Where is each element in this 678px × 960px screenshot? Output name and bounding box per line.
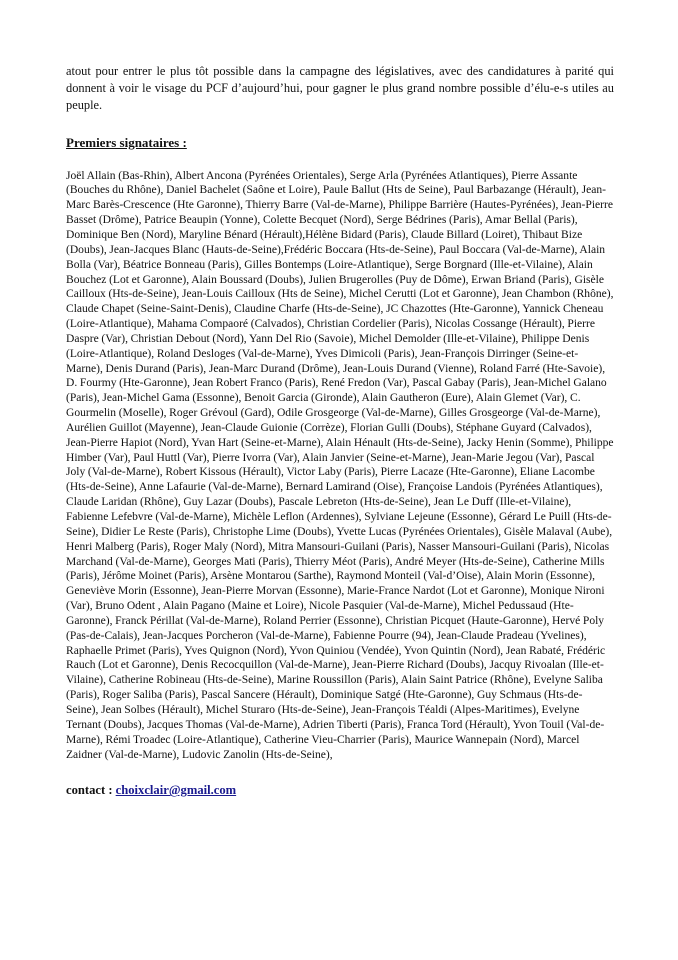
signatories-list: Joël Allain (Bas-Rhin), Albert Ancona (Pyrénées Orientales), Serge Arla (Pyrénées Atlantiques), Pierre Assante (Bouches du Rhône), Daniel Bachelet (Saône et Loire), Paule Ballut (Hts de Seine), Paul Barbazange (Hérault), Jean-Marc Barès-Crescence (Hte Garonne), Thierry Barre (Val-de-Marne), Philippe Barrière (Hautes-Pyrénées), Jean-Pierre Basset (Drôme), Patrice Beaupin (Yonne), Colette Becquet (Nord), Serge Bédrines (Paris), Amar Bellal (Paris), Dominique Ben (Nord), Maryline Bénard (Hérault),Hélène Bidard (Paris), Claude Billard (Loiret), Thibaut Bize (Doubs), Jean-Jacques Blanc (Hauts-de-Seine),Frédéric Boccara (Hts-de-Seine), Paul Boccara (Val-de-Marne), Alain Bolla (Var), Béatrice Bonneau (Paris), Gilles Bontemps (Loire-Atlantique), Serge Borgnard (Ille-et-Vilaine), Alain Bouchez (Lot et Garonne), Alain Boussard (Doubs), Julien Brugerolles (Puy de Dôme), Erwan Briand (Paris), Gisèle Cailloux (Hts-de-Seine), Jean-Louis Cailloux (Hts de Seine), Michel Cerutti (Lot et Garonne), Jean Chambon (Rhône), Claude Chapet (Seine-Saint-Denis), Claudine Charfe (Hts-de-Seine), JC Chazottes (Hte-Garonne), Yannick Cheneau (Loire-Atlantique), Mahama Compaoré (Calvados), Christian Cordelier (Paris), Nicolas Cossange (Hérault), Pierre Daspre (Var), Christian Debout (Nord), Yann Del Rio (Savoie), Michel Demolder (Ille-et-Vilaine), Philippe Denis (Loire-Atlantique), Roland Desloges (Val-de-Marne), Yves Dimicoli (Paris), Jean-François Dirringer (Seine-et-Marne), Denis Durand (Paris), Jean-Marc Durand (Drôme), Jean-Louis Durand (Vienne), Roland Farré (Hte-Savoie), D. Fourmy (Hte-Garonne), Jean Robert Franco (Paris), René Fredon (Var), Pascal Gabay (Paris), Jean-Michel Galano (Paris), Jean-Michel Gama (Essonne), Benoit Garcia (Gironde), Alain Gautheron (Eure), Alain Glemet (Var), C. Gourmelin (Moselle), Roger Grévoul (Gard), Odile Grosgeorge (Val-de-Marne), Gilles Grosgeorge (Val-de-Marne), Aurélien Guillot (Mayenne), Jean-Claude Guionie (Corrèze), Florian Gulli (Doubs), Stéphane Guyard (Calvados), Jean-Pierre Hapiot (Nord), Yvan Hart (Seine-et-Marne), Alain Hénault (Hts-de-Seine), Jacky Henin (Somme), Philippe Himber (Var), Paul Huttl (Var), Pierre Ivorra (Var), Alain Janvier (Seine-et-Marne), Jean-Marie Jegou (Var), Pascal Joly (Val-de-Marne), Robert Kissous (Hérault), Victor Laby (Paris), Pierre Lacaze (Hte-Garonne), Eliane Lacombe (Hts-de-Seine), Anne Lafaurie (Val-de-Marne), Bernard Lamirand (Oise), Françoise Landois (Pyrénées Atlantiques), Claude Laridan (Rhône), Guy Lazar (Doubs), Pascale Lebreton (Hts-de-Seine), Jean Le Duff (Ille-et-Vilaine), Fabienne Lefebvre (Val-de-Marne), Michèle Leflon (Ardennes), Sylviane Lejeune (Essonne), Gérard Le Puill (Hts-de-Seine), Didier Le Reste (Paris), Christophe Lime (Doubs), Yvette Lucas (Pyrénées Orientales), Gisèle Malaval (Aube), Henri Malberg (Paris), Roger Maly (Nord), Mitra Mansouri-Guilani (Paris), Nasser Mansouri-Guilani (Paris), Nicolas Marchand (Val-de-Marne), Georges Mati (Paris), Thierry Méot (Paris), André Meyer (Hts-de-Seine), Catherine Mills (Paris), Jérôme Moinet (Paris), Arsène Montarou (Sarthe), Raymond Monteil (Val-d’Oise), Alain Morin (Essonne), Geneviève Morin (Essonne), Jean-Pierre Morvan (Essonne), Marie-France Nardot (Lot et Garonne), Monique Nironi (Var), Bruno Odent , Alain Pagano (Maine et Loire), Nicole Pasquier (Val-de-Marne), Michel Pedussaud (Hte-Garonne), Franck Périllat (Val-de-Marne), Roland Perrier (Essonne), Christian Picquet (Haute-Garonne), Hervé Poly (Pas-de-Calais), Jean-Jacques Porcheron (Val-de-Marne), Fabienne Pourre (94), Jean-Claude Pradeau (Yvelines), Raphaelle Primet (Paris), Yves Quignon (Nord), Yvon Quiniou (Vendée), Yvon Quintin (Nord), Jean Rabaté, Frédéric Rauch (Lot et Garonne), Denis Recocquillon (Val-de-Marne), Jean-Pierre Richard (Doubs), Jacquy Rivoalan (Ille-et-Vilaine), Catherine Robineau (Hts-de-Seine), Marine Roussillon (Paris), Alain Saint Patrice (Rhône), Evelyne Saliba (Paris), Roger Saliba (Paris), Pascal Sancere (Hérault), Dominique Satgé (Hte-Garonne), Guy Schmaus (Hts-de-Seine), Jean Solbes (Hérault), Michel Sturaro (Hts-de-Seine), Jean-François Téaldi (Alpes-Maritimes), Evelyne Ternant (Doubs), Jacques Thomas (Val-de-Marne), Adrien Tiberti (Paris), Franca Tord (Hérault), Yvon Touil (Val-de-Marne), Rémi Troadec (Loire-Atlantique), Catherine Vieu-Charrier (Paris), Maurice Wannepain (Nord), Marcel Zaidner (Val-de-Marne), Ludovic Zanolin (Hts-de-Seine), — [66, 169, 614, 761]
signatories-heading: Premiers signataires : — [66, 134, 187, 150]
contact-label: contact : — [66, 783, 116, 798]
intro-paragraph: atout pour entrer le plus tôt possible dans la campagne des législatives, avec des candidatures à parité qui donnent à voir le visage du PCF d’aujourd’hui, pour gagner le plus grand nombre possible d’élu-e-s utiles au peuple. — [66, 64, 614, 113]
contact-email-link[interactable]: choixclair@gmail.com — [115, 783, 237, 798]
document-page — [66, 63, 614, 799]
contact-line — [66, 782, 614, 799]
